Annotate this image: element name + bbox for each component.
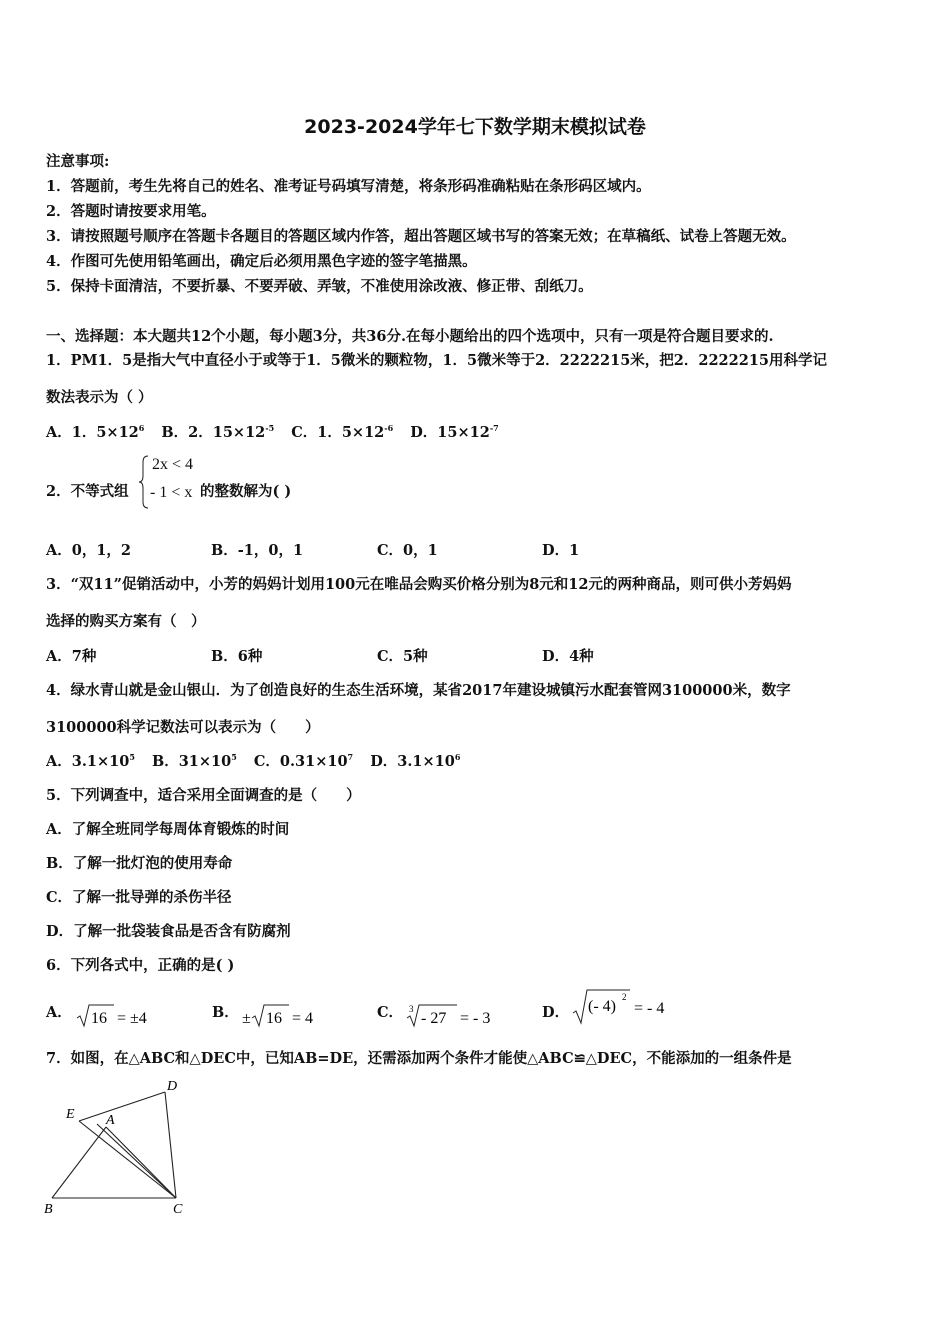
- notice-item: 2．答题时请按要求用笔。: [46, 203, 216, 220]
- label-b: B: [44, 1202, 53, 1217]
- radicand: - 27: [421, 1010, 447, 1027]
- option-c-label: C．: [377, 1004, 404, 1021]
- option-a: A．0，1，2: [46, 542, 132, 559]
- question-1-options: [46, 423, 499, 443]
- label-d: D: [167, 1079, 178, 1094]
- radicand: 16: [266, 1010, 282, 1027]
- notice-item: 4．作图可先使用铅笔画出，确定后必须用黑色字迹的签字笔描黑。: [46, 253, 477, 270]
- prefix: ±: [242, 1010, 251, 1027]
- option-d: D．4种: [542, 648, 594, 665]
- option-a: A．1．$5\times 12^6$: [46, 423, 145, 441]
- option-c: C．了解一批导弹的杀伤半径: [46, 889, 232, 906]
- radicand: (- 4): [588, 998, 616, 1015]
- root-index: 3: [409, 1004, 414, 1014]
- option-d: D．$3.1\times 10^6$: [370, 752, 461, 770]
- option-b: B．6种: [211, 648, 263, 665]
- label-c: C: [173, 1202, 183, 1217]
- question-7-stem: 7．如图，在△ABC和△DEC中，已知AB=DE，还需添加两个条件才能使△ABC≌△DEC，不能添加的一组条件是: [46, 1050, 792, 1067]
- question-3-stem-cont: 选择的购买方案有（ ）: [46, 613, 206, 630]
- question-4-stem-cont: 3100000科学记数法可以表示为（ ）: [46, 719, 320, 736]
- radicand: 16: [91, 1010, 107, 1027]
- option-d: D．1: [542, 542, 580, 559]
- question-5-stem: 5．下列调查中，适合采用全面调查的是（ ）: [46, 787, 361, 804]
- section-heading: 一、选择题：本大题共12个小题，每小题3分，共36分.在每小题给出的四个选项中，只有一项是符合题目要求的.: [46, 328, 774, 345]
- option-c: C．1．$5\times 12^{-6}$: [291, 423, 394, 441]
- inequality-2: - 1 < x: [150, 484, 193, 501]
- option-b-label: B．: [212, 1004, 239, 1021]
- option-b: B．$31\times 10^5$: [151, 752, 237, 770]
- inequality-1: 2x < 4: [152, 456, 194, 473]
- option-d-formula: [572, 986, 682, 1026]
- question-6-stem: 6．下列各式中，正确的是( ): [46, 957, 235, 974]
- option-a: A．了解全班同学每周体育锻炼的时间: [46, 821, 290, 838]
- system-brace: [138, 454, 150, 510]
- option-c-formula: [405, 998, 505, 1030]
- option-b: B．了解一批灯泡的使用寿命: [46, 855, 233, 872]
- rhs: = 4: [292, 1010, 314, 1027]
- triangle-figure: [40, 1072, 200, 1220]
- page-title: 2023-2024学年七下数学期末模拟试卷: [304, 116, 646, 138]
- option-a-label: A．: [46, 1004, 72, 1021]
- option-b: B．2．$15\times 12^{-5}$: [161, 423, 275, 441]
- notice-item: 3．请按照题号顺序在答题卡各题目的答题区域内作答，超出答题区域书写的答案无效；在草稿纸、试卷上答题无效。: [46, 228, 796, 245]
- option-d-label: D．: [542, 1004, 570, 1021]
- question-1-stem-cont: 数法表示为（ ）: [46, 389, 153, 406]
- notice-item: 5．保持卡面清洁，不要折暴、不要弄破、弄皱，不准使用涂改液、修正带、刮纸刀。: [46, 278, 593, 295]
- rhs: = - 4: [634, 1000, 665, 1017]
- question-4-options: [46, 752, 460, 772]
- label-a: A: [106, 1113, 115, 1128]
- option-b: B．-1，0，1: [211, 542, 304, 559]
- option-b-formula: [242, 1000, 332, 1030]
- option-a: A．$3.1\times 10^5$: [46, 752, 135, 770]
- rhs: = ±4: [117, 1010, 147, 1027]
- option-c: C．$0.31\times 10^7$: [253, 752, 354, 770]
- label-e: E: [66, 1107, 75, 1122]
- option-d: D．了解一批袋装食品是否含有防腐剂: [46, 923, 291, 940]
- notice-heading: 注意事项:: [46, 153, 110, 170]
- question-4-stem: 4．绿水青山就是金山银山．为了创造良好的生态生活环境，某省2017年建设城镇污水配套管网3100000米，数字: [46, 682, 791, 699]
- question-3-stem: 3．“双11”促销活动中，小芳的妈妈计划用100元在唯品会购买价格分别为8元和12元的两种商品，则可供小芳妈妈: [46, 576, 792, 593]
- question-2-prefix: 2．不等式组: [46, 483, 129, 500]
- rhs: = - 3: [460, 1010, 491, 1027]
- option-c: C．5种: [377, 648, 428, 665]
- question-1-stem: 1．PM1．5是指大气中直径小于或等于1．5微米的颗粒物，1．5微米等于2．2222215米，把2．2222215用科学记: [46, 352, 828, 369]
- notice-item: 1．答题前，考生先将自己的姓名、准考证号码填写清楚，将条形码准确粘贴在条形码区域内。: [46, 178, 651, 195]
- option-d: D．$15\times 12^{-7}$: [410, 423, 499, 441]
- question-2-suffix: 的整数解为( ): [200, 483, 292, 500]
- option-a-formula: [76, 1000, 166, 1030]
- exponent: 2: [622, 992, 627, 1002]
- option-a: A．7种: [46, 648, 97, 665]
- option-c: C．0，1: [377, 542, 438, 559]
